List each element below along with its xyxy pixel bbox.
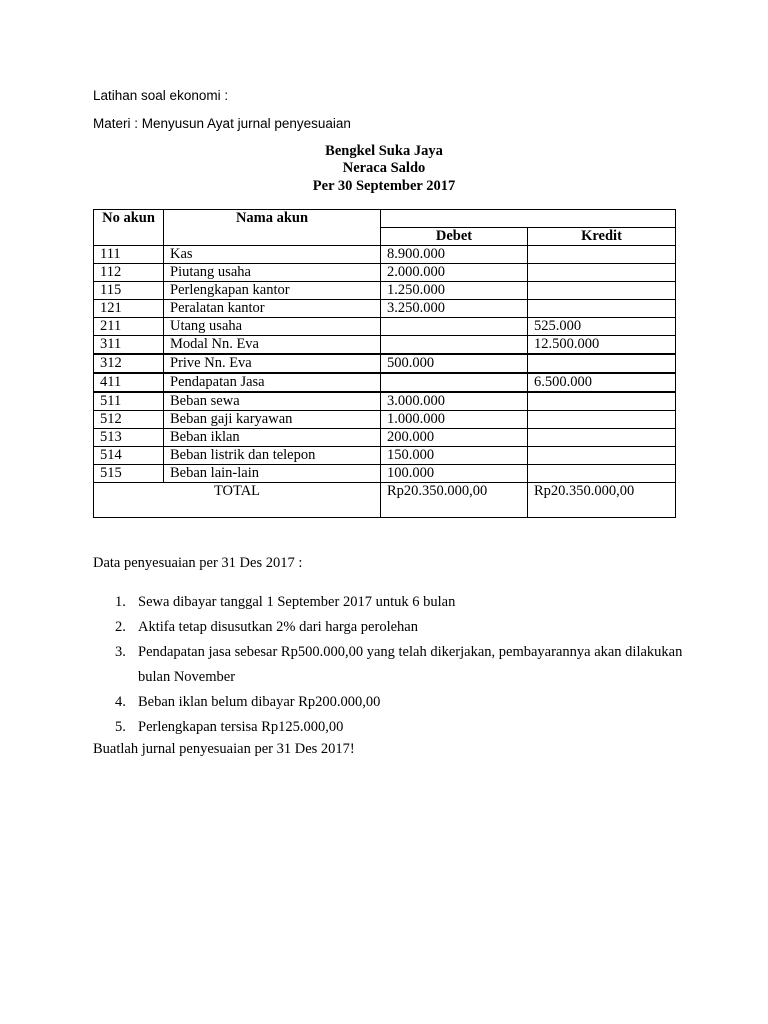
table-row xyxy=(94,300,676,318)
header-account-name: Nama akun xyxy=(164,210,381,246)
trial-balance-table xyxy=(93,209,676,518)
list-item-text: Aktifa tetap disusutkan 2% dari harga perolehan xyxy=(138,619,418,635)
cell-name: Beban gaji karyawan xyxy=(164,411,381,429)
list-item-text: Pendapatan jasa sebesar Rp500.000,00 yang telah dikerjakan, pembayarannya akan dilakukan bulan November xyxy=(138,644,683,685)
cell-credit xyxy=(528,465,676,483)
cell-name: Perlengkapan kantor xyxy=(164,282,381,300)
total-debit: Rp20.350.000,00 xyxy=(381,483,528,518)
list-item-number: 3. xyxy=(115,644,126,660)
table-row xyxy=(94,429,676,447)
cell-debit: 1.000.000 xyxy=(381,411,528,429)
cell-credit: 12.500.000 xyxy=(528,336,676,355)
cell-no: 511 xyxy=(94,392,164,411)
list-item-text: Perlengkapan tersisa Rp125.000,00 xyxy=(138,719,344,735)
cell-debit xyxy=(381,373,528,392)
cell-no: 513 xyxy=(94,429,164,447)
cell-name: Beban lain-lain xyxy=(164,465,381,483)
list-item-text: Sewa dibayar tanggal 1 September 2017 untuk 6 bulan xyxy=(138,594,456,610)
cell-credit xyxy=(528,246,676,264)
table-row xyxy=(94,336,676,355)
cell-debit xyxy=(381,336,528,355)
material-subtitle: Materi : Menyusun Ayat jurnal penyesuaian xyxy=(93,116,351,131)
cell-no: 311 xyxy=(94,336,164,355)
table-row xyxy=(94,373,676,392)
cell-no: 111 xyxy=(94,246,164,264)
cell-name: Peralatan kantor xyxy=(164,300,381,318)
exercise-title: Latihan soal ekonomi : xyxy=(93,88,229,103)
list-item-number: 4. xyxy=(115,694,126,710)
table-row xyxy=(94,465,676,483)
cell-debit: 100.000 xyxy=(381,465,528,483)
cell-name: Piutang usaha xyxy=(164,264,381,282)
cell-debit: 8.900.000 xyxy=(381,246,528,264)
table-row xyxy=(94,392,676,411)
cell-credit xyxy=(528,282,676,300)
cell-debit: 3.250.000 xyxy=(381,300,528,318)
cell-debit xyxy=(381,318,528,336)
list-item xyxy=(93,715,693,740)
cell-credit xyxy=(528,429,676,447)
cell-credit xyxy=(528,300,676,318)
cell-credit: 525.000 xyxy=(528,318,676,336)
cell-no: 115 xyxy=(94,282,164,300)
cell-credit xyxy=(528,447,676,465)
cell-credit xyxy=(528,392,676,411)
cell-debit: 2.000.000 xyxy=(381,264,528,282)
table-row xyxy=(94,264,676,282)
cell-name: Utang usaha xyxy=(164,318,381,336)
cell-no: 121 xyxy=(94,300,164,318)
total-row xyxy=(94,483,676,518)
cell-debit: 3.000.000 xyxy=(381,392,528,411)
list-item-number: 2. xyxy=(115,619,126,635)
cell-name: Beban sewa xyxy=(164,392,381,411)
table-row xyxy=(94,282,676,300)
table-row xyxy=(94,354,676,373)
cell-name: Beban listrik dan telepon xyxy=(164,447,381,465)
cell-debit: 1.250.000 xyxy=(381,282,528,300)
list-item xyxy=(93,640,693,690)
total-credit: Rp20.350.000,00 xyxy=(528,483,676,518)
list-item xyxy=(93,615,693,640)
adjustment-list xyxy=(93,590,693,740)
cell-debit: 500.000 xyxy=(381,354,528,373)
table-row xyxy=(94,447,676,465)
list-item xyxy=(93,690,693,715)
cell-name: Beban iklan xyxy=(164,429,381,447)
cell-no: 411 xyxy=(94,373,164,392)
company-name: Bengkel Suka Jaya xyxy=(325,143,443,159)
header-account-no: No akun xyxy=(94,210,164,246)
adjustment-title: Data penyesuaian per 31 Des 2017 : xyxy=(93,555,303,571)
table-row xyxy=(94,411,676,429)
list-item-number: 5. xyxy=(115,719,126,735)
cell-no: 112 xyxy=(94,264,164,282)
list-item-text: Beban iklan belum dibayar Rp200.000,00 xyxy=(138,694,381,710)
list-item xyxy=(93,590,693,615)
report-period: Per 30 September 2017 xyxy=(312,178,456,194)
cell-name: Kas xyxy=(164,246,381,264)
cell-credit xyxy=(528,354,676,373)
cell-no: 312 xyxy=(94,354,164,373)
table-row xyxy=(94,246,676,264)
instruction-text: Buatlah jurnal penyesuaian per 31 Des 2017! xyxy=(93,741,355,757)
cell-name: Prive Nn. Eva xyxy=(164,354,381,373)
header-credit: Kredit xyxy=(528,228,676,246)
header-debit: Debet xyxy=(381,228,528,246)
cell-name: Pendapatan Jasa xyxy=(164,373,381,392)
list-item-number: 1. xyxy=(115,594,126,610)
total-label: TOTAL xyxy=(94,483,381,518)
cell-no: 512 xyxy=(94,411,164,429)
cell-credit xyxy=(528,264,676,282)
cell-no: 515 xyxy=(94,465,164,483)
cell-credit xyxy=(528,411,676,429)
ledger-rows xyxy=(94,246,676,518)
table-row xyxy=(94,318,676,336)
cell-name: Modal Nn. Eva xyxy=(164,336,381,355)
cell-debit: 200.000 xyxy=(381,429,528,447)
header-amount-group xyxy=(381,210,676,228)
cell-debit: 150.000 xyxy=(381,447,528,465)
cell-credit: 6.500.000 xyxy=(528,373,676,392)
cell-no: 514 xyxy=(94,447,164,465)
report-title: Neraca Saldo xyxy=(342,160,426,176)
cell-no: 211 xyxy=(94,318,164,336)
